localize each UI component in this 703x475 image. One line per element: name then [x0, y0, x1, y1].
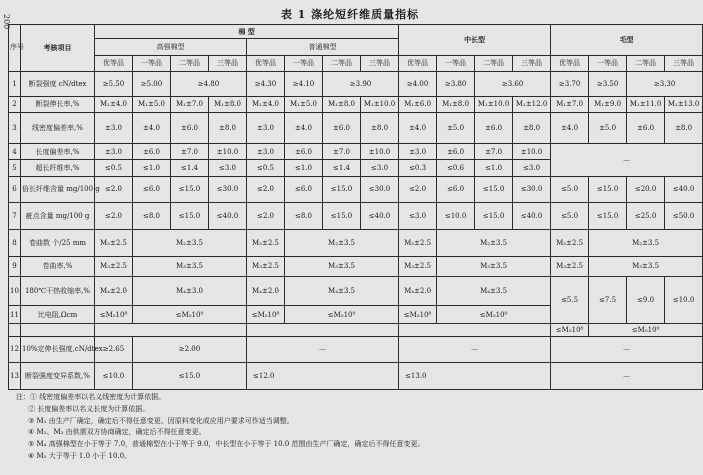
value-cell: ±4.0 — [551, 113, 589, 144]
value-cell: ±6.0 — [323, 113, 361, 144]
table-row — [9, 72, 703, 97]
value-cell: M₄±2.0 — [247, 277, 285, 306]
value-cell: ≤2.0 — [247, 203, 285, 230]
note-line: ④ M₂、M₃ 由供需双方协商确定，确定后不得任意变更。 — [28, 428, 206, 437]
table-row — [9, 203, 703, 230]
header-item: 考核项目 — [21, 25, 95, 72]
value-cell: ≥3.50 — [589, 72, 627, 97]
value-cell: ≤15.0 — [323, 176, 361, 203]
value-cell: ≤M₅10⁹ — [437, 305, 551, 323]
row-number: 12 — [9, 336, 21, 363]
value-cell: ±3.0 — [95, 143, 133, 159]
value-cell: ≤M₅10⁸ — [551, 324, 589, 336]
value-cell: M₂±3.5 — [133, 229, 247, 256]
not-applicable-cell: — — [551, 336, 703, 363]
value-cell: M₃±3.5 — [437, 256, 551, 277]
value-cell: ≤8.0 — [285, 203, 323, 230]
value-cell: ≤6.0 — [437, 176, 475, 203]
value-cell: ≤2.0 — [399, 176, 437, 203]
row-item: 超长纤维率,% — [21, 160, 95, 176]
value-cell: ≤2.0 — [95, 203, 133, 230]
row-item: 断裂强度 cN/dtex — [21, 72, 95, 97]
row-item: 卷曲数 个/25 mm — [21, 229, 95, 256]
value-cell: M₄±3.0 — [133, 277, 247, 306]
value-cell: ±6.0 — [627, 113, 665, 144]
note-line: ⑥ M₅ 大于等于 1.0 小于 10.0。 — [28, 451, 132, 460]
value-cell: ±3.0 — [399, 143, 437, 159]
value-cell: ≥3.80 — [437, 72, 475, 97]
row-item: 倍长纤维含量 mg/100 g — [21, 176, 95, 203]
value-cell: ≥2.65 — [95, 336, 133, 363]
table-row — [9, 176, 703, 203]
value-cell: ±3.0 — [247, 113, 285, 144]
note-line: 注：① 线密度偏差率以名义线密度为计算依据。 — [16, 393, 166, 401]
row-number: 6 — [9, 176, 21, 203]
value-cell: M₃±2.5 — [551, 256, 589, 277]
note-line: ⑤ M₄ 高强棉型在小于等于 7.0，普通棉型在小于等于 9.0，中长型在小于等于 10.0 范围由生产厂确定，确定后不得任意变更。 — [28, 440, 425, 449]
value-cell: ≤15.0 — [475, 176, 513, 203]
value-cell: M₁±8.0 — [209, 96, 247, 112]
table-row — [9, 256, 703, 277]
value-cell: ≤10.0 — [665, 277, 703, 324]
row-number: 10 — [9, 277, 21, 306]
not-applicable-cell: — — [247, 336, 399, 363]
value-cell: M₂±3.5 — [437, 229, 551, 256]
value-cell: ±10.0 — [209, 143, 247, 159]
value-cell: ≤9.0 — [627, 277, 665, 324]
value-cell: ≤30.0 — [513, 176, 551, 203]
value-cell: M₁±8.0 — [437, 96, 475, 112]
value-cell: M₁±12.0 — [513, 96, 551, 112]
value-cell: ≥5.50 — [95, 72, 133, 97]
value-cell: M₁±10.0 — [475, 96, 513, 112]
value-cell: ±7.0 — [323, 143, 361, 159]
value-cell: ≤40.0 — [209, 203, 247, 230]
value-cell: ≤10.0 — [437, 203, 475, 230]
row-number: 3 — [9, 113, 21, 144]
value-cell: ≤M₅10⁸ — [247, 305, 285, 323]
value-cell: ±6.0 — [133, 143, 171, 159]
row-item: 卷曲率,% — [21, 256, 95, 277]
row-item: 断裂伸长率,% — [21, 96, 95, 112]
value-cell: ±7.0 — [475, 143, 513, 159]
value-cell: ≤3.0 — [361, 160, 399, 176]
value-cell: ±3.0 — [95, 113, 133, 144]
grade-label: 三等品 — [513, 55, 551, 71]
value-cell: ≤15.0 — [323, 203, 361, 230]
not-applicable-cell: — — [551, 363, 703, 390]
value-cell: ≤40.0 — [665, 176, 703, 203]
grade-label: 一等品 — [437, 55, 475, 71]
value-cell: ≥4.00 — [399, 72, 437, 97]
grade-label: 二等品 — [323, 55, 361, 71]
value-cell: ≤30.0 — [361, 176, 399, 203]
value-cell: ≤6.0 — [133, 176, 171, 203]
value-cell: M₁±11.0 — [627, 96, 665, 112]
value-cell: M₁±7.0 — [551, 96, 589, 112]
grade-label: 一等品 — [133, 55, 171, 71]
row-number: 9 — [9, 256, 21, 277]
value-cell: ≤50.0 — [665, 203, 703, 230]
value-cell: ≤M₅10⁸ — [95, 305, 133, 323]
value-cell: ≤2.0 — [95, 176, 133, 203]
row-item: 疵点含量 mg/100 g — [21, 203, 95, 230]
value-cell: ±6.0 — [171, 113, 209, 144]
value-cell: M₂±2.5 — [551, 229, 589, 256]
grade-label: 一等品 — [285, 55, 323, 71]
row-item: 180℃干热收缩率,% — [21, 277, 95, 306]
value-cell: ±10.0 — [513, 143, 551, 159]
row-item: 10%定伸长强度,cN/dtex — [21, 336, 95, 363]
header-wool: 毛型 — [551, 25, 703, 56]
table-title: 表 1 涤纶短纤维质量指标 — [280, 8, 420, 21]
value-cell: ≤0.3 — [399, 160, 437, 176]
value-cell: ±8.0 — [513, 113, 551, 144]
value-cell: ≤7.5 — [589, 277, 627, 324]
table-row — [9, 324, 703, 336]
row-number: 13 — [9, 363, 21, 390]
value-cell: ±8.0 — [361, 113, 399, 144]
note-line: ③ M₁ 由生产厂确定，确定后不得任意变更。因原料变化或应用户要求可作适当调整。 — [28, 416, 294, 425]
header-mid: 中长型 — [399, 25, 551, 56]
value-cell: ≥5.00 — [133, 72, 171, 97]
value-cell: M₁±5.0 — [133, 96, 171, 112]
value-cell: M₂±2.5 — [95, 229, 133, 256]
value-cell: ≤30.0 — [209, 176, 247, 203]
value-cell: ≤40.0 — [361, 203, 399, 230]
value-cell: ±8.0 — [665, 113, 703, 144]
value-cell: M₁±4.0 — [95, 96, 133, 112]
value-cell: ≤15.0 — [589, 203, 627, 230]
header-normal: 普通棉型 — [247, 39, 399, 55]
value-cell: ≤0.6 — [437, 160, 475, 176]
value-cell: ≥3.90 — [323, 72, 399, 97]
value-cell: ≤1.0 — [285, 160, 323, 176]
value-cell: ≥3.30 — [627, 72, 703, 97]
value-cell: ≤1.0 — [475, 160, 513, 176]
value-cell: M₁±13.0 — [665, 96, 703, 112]
header-seq: 序号 — [9, 25, 21, 72]
value-cell: M₂±3.5 — [285, 229, 399, 256]
value-cell: ≤20.0 — [627, 176, 665, 203]
row-item: 断裂强度变异系数,% — [21, 363, 95, 390]
grade-label: 一等品 — [589, 55, 627, 71]
value-cell: M₄±3.5 — [437, 277, 551, 306]
value-cell: M₁±5.0 — [285, 96, 323, 112]
value-cell: M₂±3.5 — [589, 229, 703, 256]
value-cell: ≤1.0 — [133, 160, 171, 176]
row-item: 长度偏差率,% — [21, 143, 95, 159]
value-cell: ≤0.5 — [247, 160, 285, 176]
value-cell: ≤1.4 — [323, 160, 361, 176]
value-cell: M₃±2.5 — [247, 256, 285, 277]
value-cell: ≤15.0 — [589, 176, 627, 203]
value-cell: M₄±3.5 — [285, 277, 399, 306]
value-cell: ≤40.0 — [513, 203, 551, 230]
grade-label: 三等品 — [665, 55, 703, 71]
grade-label: 三等品 — [361, 55, 399, 71]
value-cell: ≤15.0 — [475, 203, 513, 230]
value-cell: ±3.0 — [247, 143, 285, 159]
value-cell: M₁±9.0 — [589, 96, 627, 112]
value-cell: ±7.0 — [171, 143, 209, 159]
row-number: 5 — [9, 160, 21, 176]
grade-label: 二等品 — [475, 55, 513, 71]
value-cell: ≤1.4 — [171, 160, 209, 176]
grade-label: 优等品 — [551, 55, 589, 71]
value-cell: ≤15.0 — [171, 176, 209, 203]
grade-label: 优等品 — [95, 55, 133, 71]
value-cell: ±10.0 — [361, 143, 399, 159]
value-cell: ±6.0 — [475, 113, 513, 144]
value-cell: ±4.0 — [133, 113, 171, 144]
value-cell: M₁±8.0 — [323, 96, 361, 112]
table-row — [9, 336, 703, 363]
value-cell: M₃±3.5 — [285, 256, 399, 277]
value-cell: ±5.0 — [437, 113, 475, 144]
row-item: 线密度偏差率,% — [21, 113, 95, 144]
value-cell: ±4.0 — [399, 113, 437, 144]
table-row — [9, 363, 703, 390]
row-number: 8 — [9, 229, 21, 256]
grade-label: 二等品 — [171, 55, 209, 71]
quality-spec-table — [8, 24, 703, 390]
note-line: ② 长度偏差率以名义长度为计算依据。 — [28, 404, 150, 413]
value-cell: M₁±7.0 — [171, 96, 209, 112]
grade-label: 优等品 — [247, 55, 285, 71]
header-cotton: 棉 型 — [95, 25, 399, 39]
value-cell: M₂±2.5 — [399, 229, 437, 256]
value-cell: ≤8.0 — [133, 203, 171, 230]
value-cell: ≤5.0 — [551, 176, 589, 203]
value-cell: ≤3.0 — [513, 160, 551, 176]
value-cell: M₄±2.0 — [399, 277, 437, 306]
row-item: 比电阻,Ωcm — [21, 305, 95, 323]
value-cell: ≤M₅10⁹ — [133, 305, 247, 323]
value-cell: M₂±2.5 — [247, 229, 285, 256]
value-cell: ≤M₅10⁹ — [285, 305, 399, 323]
not-applicable-cell: — — [399, 336, 551, 363]
value-cell: M₃±2.5 — [95, 256, 133, 277]
value-cell: ±8.0 — [209, 113, 247, 144]
row-number: 4 — [9, 143, 21, 159]
row-number: 11 — [9, 305, 21, 323]
value-cell: ≥4.10 — [285, 72, 323, 97]
value-cell: M₁±4.0 — [247, 96, 285, 112]
value-cell: ±6.0 — [437, 143, 475, 159]
value-cell: M₃±2.5 — [399, 256, 437, 277]
header-high-strength: 高强棉型 — [95, 39, 247, 55]
table-row — [9, 277, 703, 306]
value-cell: ≤25.0 — [627, 203, 665, 230]
value-cell: ≤5.5 — [551, 277, 589, 324]
value-cell: ≤15.0 — [133, 363, 247, 390]
value-cell: ≤3.0 — [399, 203, 437, 230]
value-cell: M₁±6.0 — [399, 96, 437, 112]
value-cell: ≤3.0 — [209, 160, 247, 176]
not-applicable-cell: — — [551, 143, 703, 176]
value-cell: ≥4.80 — [171, 72, 247, 97]
value-cell: ≤0.5 — [95, 160, 133, 176]
table-row — [9, 113, 703, 144]
value-cell: ≤12.0 — [247, 363, 399, 390]
value-cell: ±4.0 — [285, 113, 323, 144]
value-cell: ≥4.30 — [247, 72, 285, 97]
table-notes — [16, 392, 686, 463]
value-cell: M₄±2.0 — [95, 277, 133, 306]
value-cell: ≤6.0 — [285, 176, 323, 203]
row-number: 7 — [9, 203, 21, 230]
grade-label: 二等品 — [627, 55, 665, 71]
table-row — [9, 143, 703, 159]
grade-label: 优等品 — [399, 55, 437, 71]
value-cell: M₃±3.5 — [589, 256, 703, 277]
page-number: 200 — [2, 14, 11, 30]
value-cell: ±5.0 — [589, 113, 627, 144]
row-number: 1 — [9, 72, 21, 97]
value-cell: M₁±10.0 — [361, 96, 399, 112]
value-cell: ≤M₅10⁸ — [399, 305, 437, 323]
table-row — [9, 229, 703, 256]
value-cell: ≤5.0 — [551, 203, 589, 230]
value-cell: ≤15.0 — [171, 203, 209, 230]
value-cell: ±6.0 — [285, 143, 323, 159]
value-cell: ≤10.0 — [95, 363, 133, 390]
value-cell: M₃±3.5 — [133, 256, 247, 277]
value-cell: ≤2.0 — [247, 176, 285, 203]
table-row — [9, 96, 703, 112]
value-cell: ≥2.00 — [133, 336, 247, 363]
value-cell: ≤M₅10⁹ — [589, 324, 703, 336]
value-cell: ≤13.0 — [399, 363, 551, 390]
row-number: 2 — [9, 96, 21, 112]
grade-label: 三等品 — [209, 55, 247, 71]
value-cell: ≥3.70 — [551, 72, 589, 97]
value-cell: ≥3.60 — [475, 72, 551, 97]
